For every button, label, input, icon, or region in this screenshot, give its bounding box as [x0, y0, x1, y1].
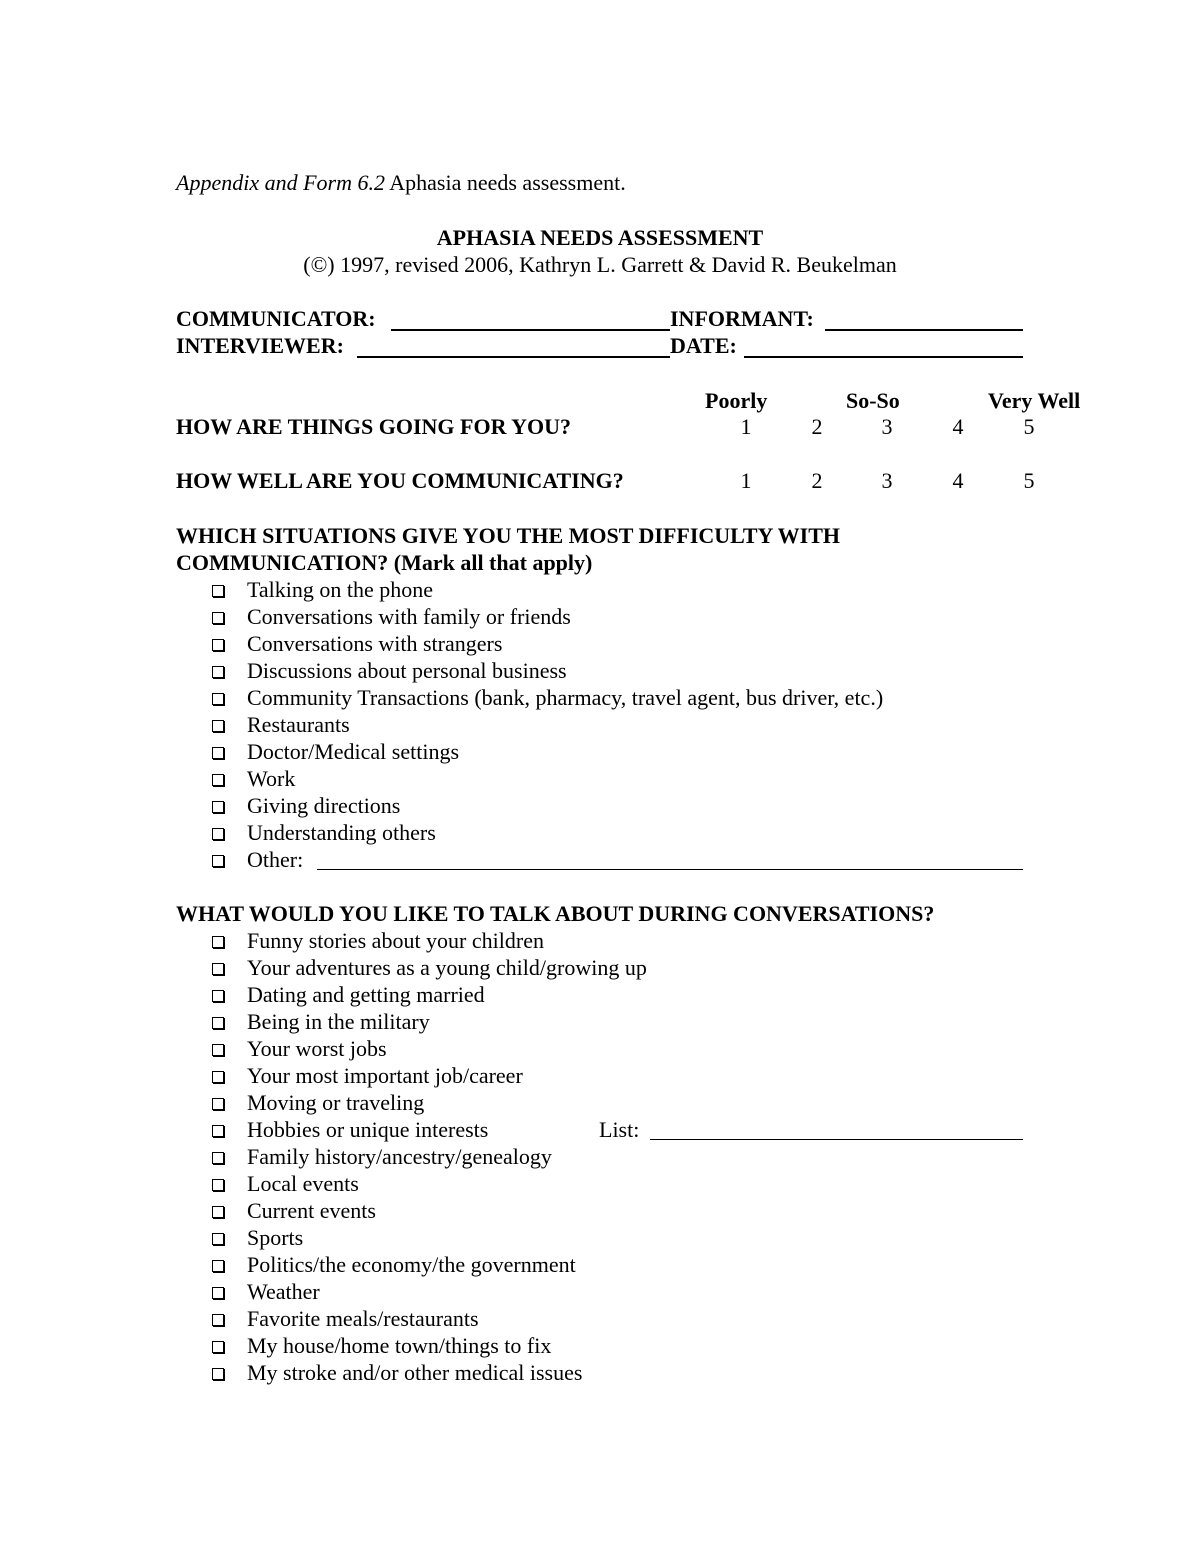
checkbox[interactable]	[212, 747, 224, 759]
checkbox[interactable]	[212, 1125, 224, 1137]
rating-q2-1[interactable]: 1	[740, 468, 752, 493]
topic-item: Your most important job/career	[247, 1063, 523, 1088]
rating-q1-5[interactable]: 5	[1023, 414, 1035, 439]
scale-label-verywell: Very Well	[988, 388, 1081, 413]
situation-item: Conversations with family or friends	[247, 604, 571, 629]
topic-item: Moving or traveling	[247, 1090, 425, 1115]
rating-q2-2[interactable]: 2	[811, 468, 823, 493]
topic-item: Current events	[247, 1198, 376, 1223]
checkbox[interactable]	[212, 585, 224, 597]
situation-item: Restaurants	[247, 712, 350, 737]
checkbox[interactable]	[212, 963, 224, 975]
topic-item: Family history/ancestry/genealogy	[247, 1144, 552, 1169]
situation-item: Giving directions	[247, 793, 401, 818]
situation-item: Talking on the phone	[247, 577, 434, 602]
checkbox[interactable]	[212, 693, 224, 705]
checkbox[interactable]	[212, 936, 224, 948]
checkbox[interactable]	[212, 1017, 224, 1029]
checkbox[interactable]	[212, 1233, 224, 1245]
situation-item-other: Other:	[247, 847, 304, 872]
checkbox[interactable]	[212, 801, 224, 813]
communicator-label: COMMUNICATOR:	[176, 306, 376, 331]
checkbox[interactable]	[212, 666, 224, 678]
rating-q1-2[interactable]: 2	[811, 414, 823, 439]
topics-heading: WHAT WOULD YOU LIKE TO TALK ABOUT DURING CONVERSATIONS?	[176, 901, 935, 926]
checkbox[interactable]	[212, 1071, 224, 1083]
topic-item: Your adventures as a young child/growing up	[247, 955, 647, 980]
question-things-going: HOW ARE THINGS GOING FOR YOU?	[176, 414, 572, 439]
checkbox[interactable]	[212, 990, 224, 1002]
situation-item: Work	[247, 766, 296, 791]
situations-heading-line2: COMMUNICATION? (Mark all that apply)	[176, 550, 593, 575]
topic-item: Your worst jobs	[247, 1036, 387, 1061]
checkbox[interactable]	[212, 639, 224, 651]
communicator-field[interactable]	[391, 329, 670, 331]
date-field[interactable]	[744, 356, 1023, 358]
topic-item: Funny stories about your children	[247, 928, 544, 953]
checkbox[interactable]	[212, 1206, 224, 1218]
rating-q2-4[interactable]: 4	[952, 468, 964, 493]
checkbox[interactable]	[212, 1152, 224, 1164]
checkbox[interactable]	[212, 1287, 224, 1299]
scale-label-poorly: Poorly	[705, 388, 768, 413]
hobbies-list-field[interactable]	[650, 1139, 1023, 1140]
informant-field[interactable]	[825, 329, 1023, 331]
rating-q2-5[interactable]: 5	[1023, 468, 1035, 493]
situation-item: Community Transactions (bank, pharmacy, travel agent, bus driver, etc.)	[247, 685, 884, 710]
topic-item: Hobbies or unique interests	[247, 1117, 489, 1142]
checkbox[interactable]	[212, 1314, 224, 1326]
rating-q1-1[interactable]: 1	[740, 414, 752, 439]
other-situation-field[interactable]	[317, 869, 1023, 870]
checkbox[interactable]	[212, 1260, 224, 1272]
situation-item: Discussions about personal business	[247, 658, 567, 683]
situations-heading-line1: WHICH SITUATIONS GIVE YOU THE MOST DIFFICULTY WITH	[176, 523, 841, 548]
checkbox[interactable]	[212, 828, 224, 840]
situation-item: Conversations with strangers	[247, 631, 503, 656]
date-label: DATE:	[670, 333, 737, 358]
checkbox[interactable]	[212, 1098, 224, 1110]
checkbox[interactable]	[212, 1368, 224, 1380]
checkbox[interactable]	[212, 1179, 224, 1191]
topic-item: Sports	[247, 1225, 304, 1250]
topic-item: Favorite meals/restaurants	[247, 1306, 479, 1331]
form-title: APHASIA NEEDS ASSESSMENT	[436, 225, 764, 250]
rating-q1-4[interactable]: 4	[952, 414, 964, 439]
caption-italic: Appendix and Form 6.2	[176, 170, 385, 195]
topic-item: Politics/the economy/the government	[247, 1252, 576, 1277]
rating-q1-3[interactable]: 3	[881, 414, 893, 439]
topic-item: My house/home town/things to fix	[247, 1333, 552, 1358]
situation-item: Doctor/Medical settings	[247, 739, 460, 764]
caption-text: Aphasia needs assessment.	[384, 170, 626, 195]
checkbox[interactable]	[212, 1044, 224, 1056]
topic-item: Dating and getting married	[247, 982, 485, 1007]
question-communicating: HOW WELL ARE YOU COMMUNICATING?	[176, 468, 624, 493]
topic-item: Being in the military	[247, 1009, 430, 1034]
checkbox[interactable]	[212, 855, 224, 867]
checkbox[interactable]	[212, 720, 224, 732]
interviewer-label: INTERVIEWER:	[176, 333, 344, 358]
scale-label-soso: So-So	[846, 388, 900, 413]
topic-item: My stroke and/or other medical issues	[247, 1360, 583, 1385]
situation-item: Understanding others	[247, 820, 436, 845]
checkbox[interactable]	[212, 1341, 224, 1353]
checkbox[interactable]	[212, 612, 224, 624]
checkbox[interactable]	[212, 774, 224, 786]
copyright-line: (©) 1997, revised 2006, Kathryn L. Garrett & David R. Beukelman	[303, 252, 897, 277]
interviewer-field[interactable]	[357, 356, 670, 358]
rating-q2-3[interactable]: 3	[881, 468, 893, 493]
informant-label: INFORMANT:	[670, 306, 814, 331]
topic-item: Local events	[247, 1171, 359, 1196]
topic-item: Weather	[247, 1279, 320, 1304]
figure-caption	[176, 172, 626, 194]
hobbies-list-label: List:	[599, 1117, 640, 1142]
